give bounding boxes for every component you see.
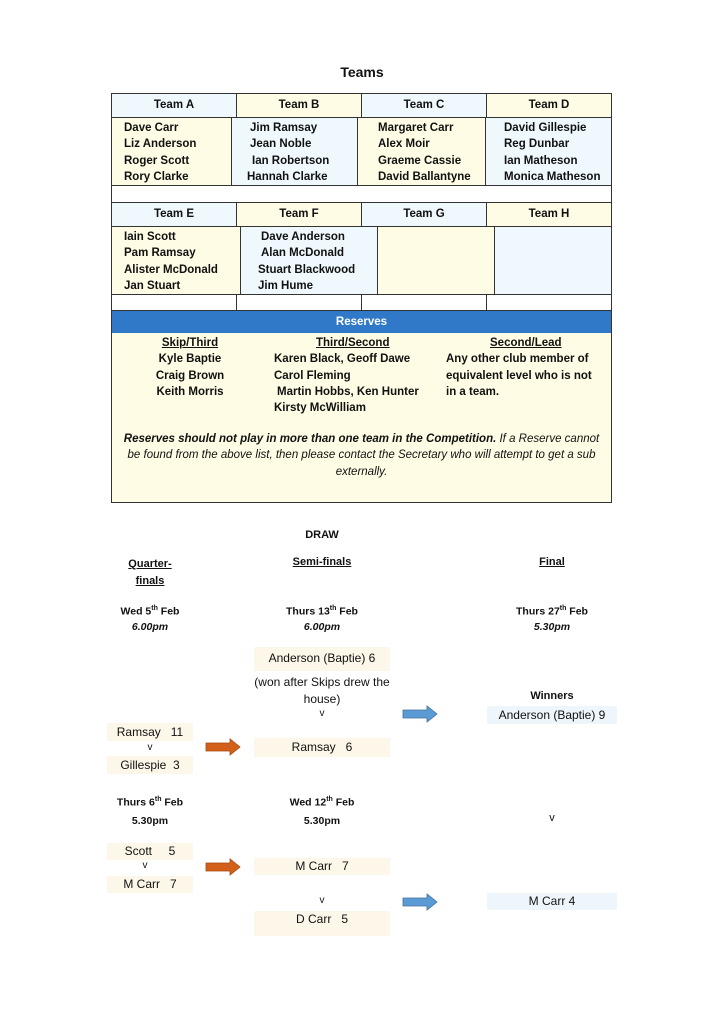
qf2-top-team: Scott 5	[107, 843, 193, 860]
table-spacer-row	[112, 295, 611, 311]
date-suffix: th	[559, 605, 567, 612]
empty-cell	[237, 295, 362, 310]
quarter-finals-heading-line1: Quarter-	[128, 558, 172, 570]
sf2-date	[262, 791, 382, 830]
sf1-date	[262, 601, 382, 635]
team-b-members	[232, 118, 358, 185]
date-day: Thurs 13	[286, 605, 330, 618]
member: Alan McDonald	[261, 247, 345, 260]
member: David Gillespie	[504, 122, 587, 134]
member: Iain Scott	[124, 231, 176, 243]
member: Rory Clarke	[124, 170, 189, 183]
member: Jan Stuart	[124, 279, 181, 292]
reserve-name: Martin Hobbs, Ken Hunter	[277, 385, 419, 398]
team-a-members	[112, 118, 232, 185]
member: Ian Robertson	[252, 154, 330, 167]
sf1-note: (won after Skips drew the house)	[254, 675, 390, 706]
quarter-finals-heading-line2: finals	[135, 575, 165, 587]
reserve-name: Carol Fleming	[274, 369, 351, 382]
member: Alister McDonald	[124, 263, 218, 276]
qf1-versus: v	[147, 742, 153, 753]
member: Jim Ramsay	[250, 122, 318, 134]
blue-arrow-icon	[402, 705, 438, 723]
date-day: Thurs 27	[516, 605, 560, 618]
final-versus: v	[549, 812, 555, 824]
reserves-column-heading: Skip/Third	[161, 337, 219, 349]
qf1-time: 6.00pm	[131, 620, 169, 633]
sf2-top-team: M Carr 7	[254, 858, 390, 875]
sf2-versus: v	[319, 895, 325, 906]
date-month: Feb	[336, 605, 358, 618]
reserves-note-text: If a Reserve cannot be found from the above list, then please contact the Secretary who will attempt to get a sub externally.	[127, 433, 600, 478]
team-f-header: Team F	[237, 203, 362, 226]
member: Jean Noble	[250, 138, 312, 151]
date-day: Thurs 6	[116, 796, 155, 809]
team-g-members	[378, 227, 495, 294]
member: Margaret Carr	[378, 122, 454, 134]
team-e-header: Team E	[112, 203, 237, 226]
date-month: Feb	[157, 605, 180, 618]
reserves-column-heading: Third/Second	[316, 337, 390, 349]
date-month: Feb	[566, 605, 588, 618]
reserves-section	[112, 333, 611, 502]
sf1-top-team: Anderson (Baptie) 6	[254, 647, 390, 671]
member: David Ballantyne	[378, 170, 471, 183]
member: Roger Scott	[124, 154, 190, 167]
quarter-finals-heading	[110, 556, 190, 590]
sf1-versus: v	[319, 708, 325, 719]
teams-members-row-1	[112, 118, 611, 186]
member: Pam Ramsay	[124, 247, 196, 260]
member: Monica Matheson	[504, 170, 601, 183]
qf2-bottom-team: M Carr 7	[107, 876, 193, 893]
date-day: Wed 12	[289, 796, 327, 809]
final-heading: Final	[539, 556, 565, 568]
reserves-note-bold: Reserves should not play in more than one team in the Competition.	[123, 433, 497, 445]
date-suffix: th	[154, 796, 162, 803]
reserve-name: Keith Morris	[156, 385, 224, 398]
reserve-name: Karen Black, Geoff Dawe	[274, 353, 411, 366]
date-month: Feb	[161, 796, 184, 809]
team-g-header: Team G	[362, 203, 487, 226]
final-date	[492, 601, 612, 635]
qf1-bottom-team: Gillespie 3	[107, 756, 193, 774]
sf2-bottom-team: D Carr 5	[254, 911, 390, 936]
final-top-team: Anderson (Baptie) 9	[487, 706, 617, 724]
team-a-header: Team A	[112, 94, 237, 117]
reserve-name: Kyle Baptie	[158, 353, 222, 366]
blue-arrow-icon	[402, 893, 438, 911]
date-suffix: th	[326, 796, 333, 803]
reserves-note	[112, 431, 611, 480]
qf2-versus: v	[142, 860, 148, 871]
team-d-header: Team D	[487, 94, 611, 117]
empty-cell	[362, 295, 487, 310]
date-month: Feb	[332, 796, 355, 809]
empty-cell	[487, 295, 611, 310]
team-c-members	[358, 118, 486, 185]
final-time: 5.30pm	[533, 620, 571, 633]
reserves-heading: Reserves	[112, 311, 611, 333]
reserve-text: in a team.	[446, 385, 500, 398]
draw-heading: DRAW	[305, 529, 339, 541]
sf1-time: 6.00pm	[303, 620, 341, 633]
date-day: Wed 5	[120, 605, 152, 618]
winners-label: Winners	[530, 690, 574, 702]
teams-table	[111, 93, 612, 503]
reserves-third-second	[274, 335, 434, 416]
reserve-text: Any other club member of	[446, 353, 589, 366]
member: Hannah Clarke	[247, 170, 328, 183]
member: Dave Anderson	[261, 231, 345, 243]
reserve-name: Kirsty McWilliam	[274, 402, 366, 415]
teams-header-row-1	[112, 94, 611, 118]
member: Liz Anderson	[124, 138, 197, 151]
semi-finals-heading: Semi-finals	[292, 556, 352, 568]
member: Alex Moir	[378, 138, 430, 151]
qf1-date	[100, 601, 200, 635]
date-suffix: th	[329, 605, 337, 612]
member: Graeme Cassie	[378, 154, 462, 167]
date-suffix: th	[151, 605, 158, 612]
team-h-header: Team H	[487, 203, 611, 226]
page-title: Teams	[340, 64, 384, 80]
final-bottom-team: M Carr 4	[487, 893, 617, 910]
reserve-name: Craig Brown	[155, 369, 225, 382]
team-c-header: Team C	[362, 94, 487, 117]
team-h-members	[495, 227, 611, 294]
teams-header-row-2	[112, 203, 611, 227]
member: Reg Dunbar	[504, 138, 570, 151]
teams-members-row-2	[112, 227, 611, 295]
reserves-second-lead	[446, 335, 611, 400]
qf2-time: 5.30pm	[131, 814, 169, 827]
member: Ian Matheson	[504, 154, 578, 167]
team-e-members	[112, 227, 241, 294]
orange-arrow-icon	[205, 738, 241, 756]
reserve-text: equivalent level who is not	[446, 369, 592, 382]
team-b-header: Team B	[237, 94, 362, 117]
table-gap-row	[112, 186, 611, 203]
team-f-members	[241, 227, 378, 294]
team-d-members	[486, 118, 611, 185]
member: Jim Hume	[258, 279, 313, 292]
orange-arrow-icon	[205, 858, 241, 876]
reserves-column-heading: Second/Lead	[490, 337, 562, 349]
empty-cell	[112, 295, 237, 310]
qf2-date	[100, 791, 200, 830]
member: Stuart Blackwood	[258, 263, 356, 276]
sf1-bottom-team: Ramsay 6	[254, 738, 390, 757]
qf1-top-team: Ramsay 11	[107, 723, 193, 741]
sf2-time: 5.30pm	[303, 814, 341, 827]
member: Dave Carr	[124, 122, 179, 134]
reserves-skip-third	[142, 335, 238, 400]
